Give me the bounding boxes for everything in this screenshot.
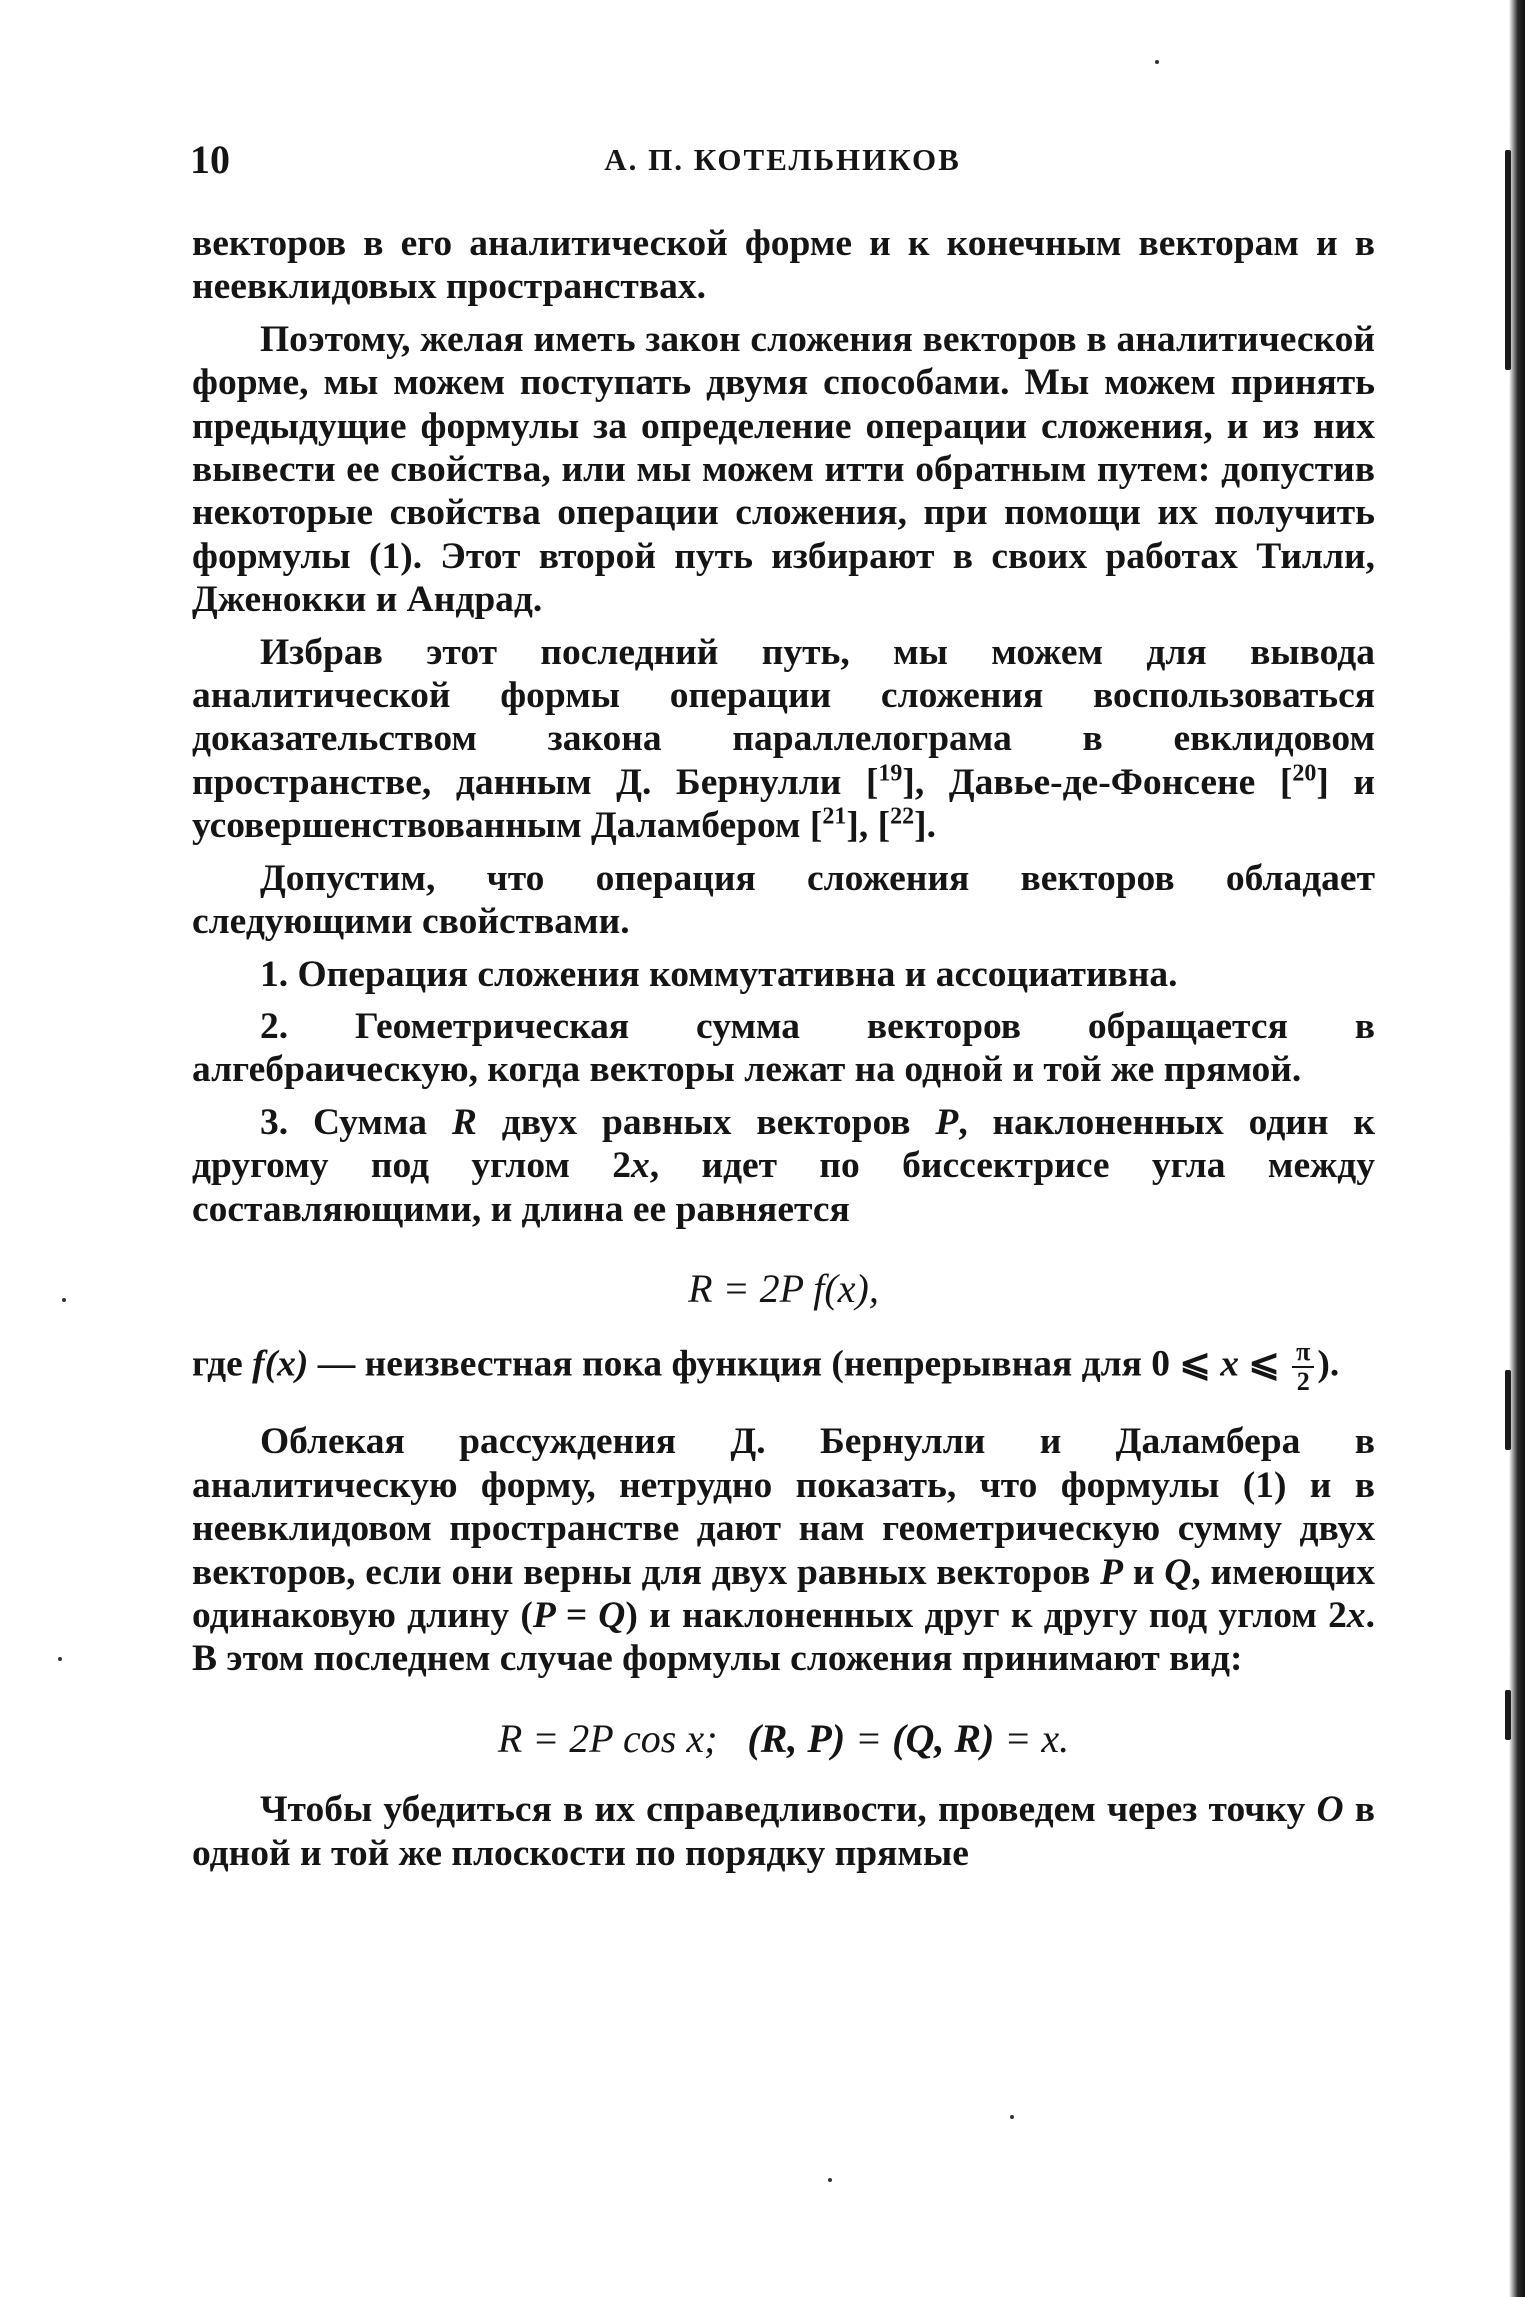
scan-edge-mark bbox=[1505, 150, 1511, 370]
list-item: 3. Сумма R двух равных векторов P, наклоненных один к другому под углом 2x, идет по биссектрисе угла между составляющими, и длина ее равняется bbox=[192, 1101, 1375, 1230]
paragraph: где f(x) — неизвестная пока функция (непрерывная для 0 ⩽ x ⩽ $\frac{\pi}{2}$ ). bbox=[192, 1337, 1340, 1397]
citation: 22 bbox=[890, 803, 915, 830]
body-text bbox=[192, 222, 1375, 1884]
citation: 19 bbox=[878, 760, 903, 787]
page-header bbox=[190, 136, 1375, 186]
scan-speck bbox=[828, 2178, 832, 2182]
formula: R = 2P f(x), bbox=[688, 1265, 879, 1311]
citation: 21 bbox=[822, 803, 847, 830]
list-item: 1. Операция сложения коммутативна и ассоциативна. bbox=[260, 953, 1178, 995]
scan-edge bbox=[1509, 0, 1525, 2297]
paragraph: Облекая рассуждения Д. Бернулли и Даламбера в аналитическую форму, нетрудно показать, что формулы (1) и в неевклидовом пространстве дают нам геометрическую сумму двух векторов, если они верны для двух равных векторов P и Q, имеющих одинаковую длину (P = Q) и наклоненных друг к другу под углом 2x. В этом последнем случае формулы сложения принимают вид: bbox=[192, 1421, 1376, 1680]
paragraph: Чтобы убедиться в их справедливости, проведем через точку O в одной и той же плоскости по порядку прямые bbox=[192, 1789, 1375, 1874]
paragraph: Поэтому, желая иметь закон сложения векторов в аналитической форме, мы можем поступать двумя способами. Мы можем принять предыдущие формулы за определение операции сложения, и из них вывести ее свойства, или мы можем итти обратным путем: допустив некоторые свойства операции сложения, при помощи их получить формулы (1). Этот второй путь избирают в своих работах Тилли, Дженокки и Андрад. bbox=[192, 318, 1375, 621]
scan-edge-mark bbox=[1505, 1690, 1511, 1740]
scan-edge-mark bbox=[1505, 1370, 1511, 1450]
scan-speck bbox=[1155, 60, 1159, 64]
citation: 20 bbox=[1292, 760, 1317, 787]
scan-speck bbox=[1010, 2115, 1014, 2119]
paragraph: векторов в его аналитической форме и к конечным векторам и в неевклидовых пространствах. bbox=[192, 223, 1375, 308]
running-head: А. П. КОТЕЛЬНИКОВ bbox=[604, 142, 961, 177]
formula: R = 2P cos x; (R, P) = (Q, R) = x. bbox=[497, 1715, 1070, 1761]
fraction: $\frac{\pi}{2}$ bbox=[1292, 1338, 1314, 1396]
scan-speck bbox=[58, 1657, 62, 1661]
scan-speck bbox=[62, 1298, 66, 1302]
paragraph: Допустим, что операция сложения векторов обладает следующими свойствами. bbox=[192, 857, 1375, 943]
paragraph: Избрав этот последний путь, мы можем для вывода аналитической формы операции сложения воспользоваться доказательством закона параллелограма в евклидовом пространстве, данным Д. Бернулли [$^{19}$], Давье-де-Фонсене [$^{20}$] и усовершенствованным Даламбером [$^{21}$], [$^{22}$]. bbox=[192, 631, 1375, 847]
list-item: 2. Геометрическая сумма векторов обращается в алгебраическую, когда векторы лежат на одной и той же прямой. bbox=[192, 1005, 1375, 1091]
page-number: 10 bbox=[190, 137, 230, 182]
